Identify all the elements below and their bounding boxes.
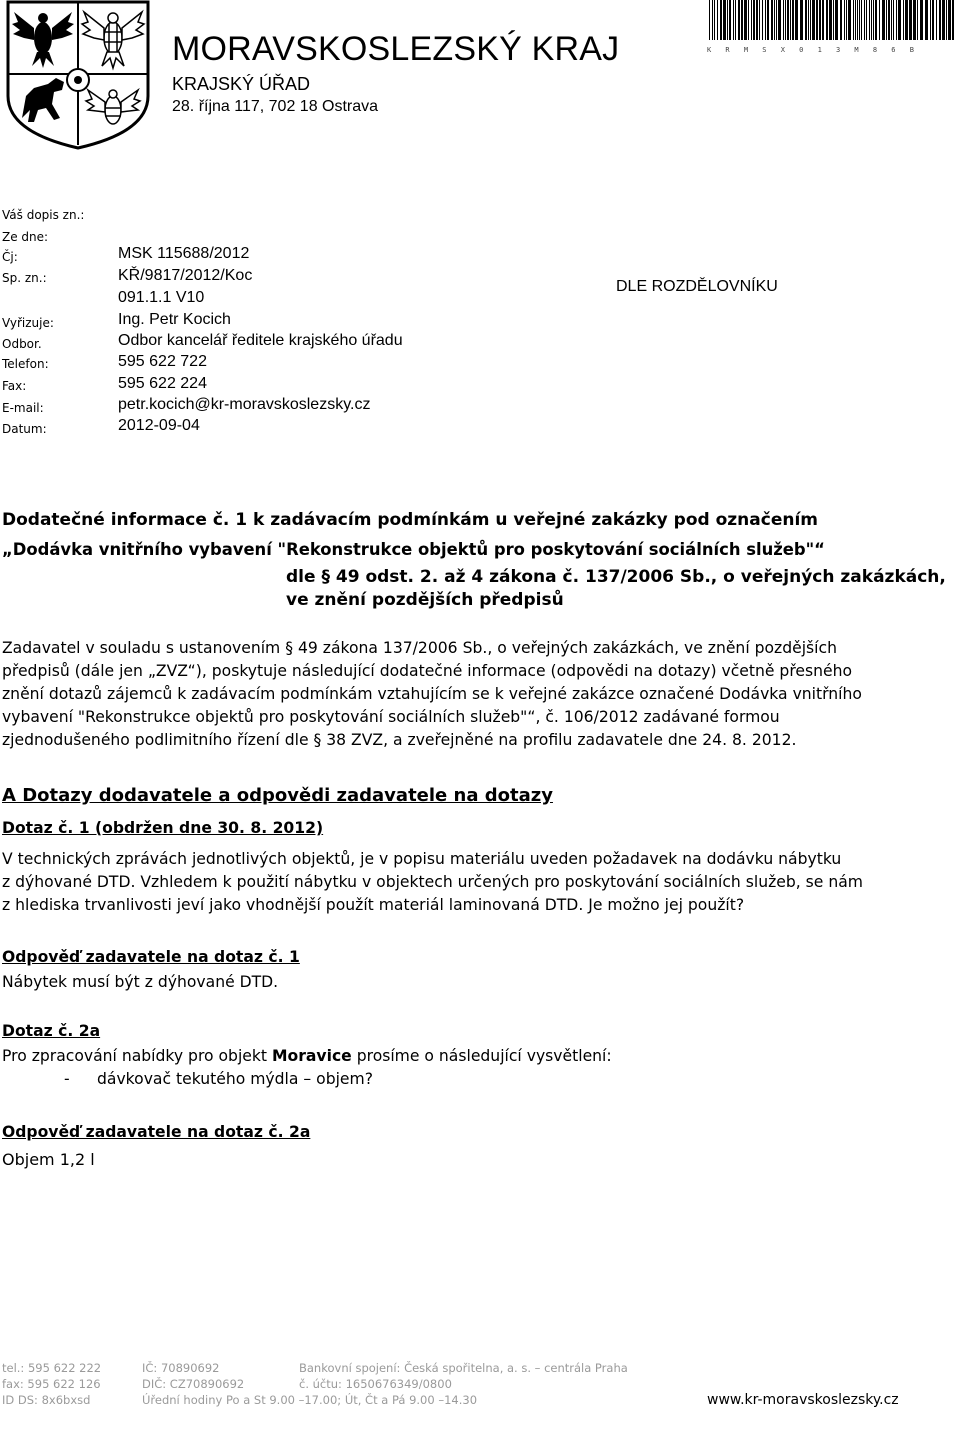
question-line: V technických zprávách jednotlivých objektů, je v popisu materiálu uveden požadavek na dodávku nábytku <box>2 850 842 868</box>
department-label: Odbor. <box>2 337 42 351</box>
footer-ico: IČ: 70890692 <box>142 1361 220 1375</box>
email-value: petr.kocich@kr-moravskoslezsky.cz <box>118 396 371 413</box>
question-2a-text <box>2 1045 882 1068</box>
barcode-bar <box>756 0 758 40</box>
barcode-bar <box>717 0 718 40</box>
coat-of-arms-logo <box>4 0 152 150</box>
barcode-bar <box>790 0 791 40</box>
barcode-bar <box>873 0 874 40</box>
office-address: 28. října 117, 702 18 Ostrava <box>172 98 379 115</box>
barcode-text: K R M S X 0 1 3 M 8 6 B <box>707 46 919 54</box>
barcode-bar <box>808 0 809 40</box>
intro-line: vybavení "Rekonstrukce objektů pro poskytování sociálních služeb"“, č. 106/2012 zadávané formou <box>2 708 780 726</box>
barcode-bar <box>871 0 872 40</box>
barcode-bar <box>795 0 798 40</box>
barcode-bar <box>829 0 832 40</box>
date-label: Datum: <box>2 422 47 436</box>
spzn-label: Sp. zn.: <box>2 271 47 285</box>
handler-value: Ing. Petr Kocich <box>118 311 231 328</box>
recipient: DLE ROZDĚLOVNÍKU <box>616 278 778 295</box>
barcode-bar <box>840 0 842 40</box>
barcode-bar <box>857 0 858 40</box>
barcode-bar <box>930 0 931 40</box>
barcode-bar <box>898 0 901 40</box>
office-name: KRAJSKÝ ÚŘAD <box>172 74 311 94</box>
barcode-bar <box>913 0 916 40</box>
barcode-bar <box>869 0 870 40</box>
footer-bank: Bankovní spojení: Česká spořitelna, a. s. – centrála Praha <box>299 1361 628 1375</box>
organization-name: MORAVSKOSLEZSKÝ KRAJ <box>172 30 620 68</box>
question-2a-heading: Dotaz č. 2a <box>2 1022 101 1040</box>
barcode-bar <box>733 0 734 40</box>
barcode-bar <box>709 0 710 40</box>
barcode-bar <box>917 0 918 40</box>
answer-2a-text: Objem 1,2 l <box>2 1150 95 1169</box>
barcode-bar <box>853 0 854 40</box>
intro-line: Zadavatel v souladu s ustanovením § 49 zákona 137/2006 Sb., o veřejných zakázkách, ve znění pozdějších <box>2 639 837 657</box>
barcode-bar <box>819 0 821 40</box>
barcode-bar <box>720 0 722 40</box>
barcode-bar <box>932 0 934 40</box>
barcode-bar <box>936 0 937 40</box>
legal-basis <box>286 567 946 587</box>
legal-basis-ref: dle § 49 odst. 2. až 4 zákona č. 137/2006 Sb. <box>286 567 711 587</box>
footer-dic: DIČ: CZ70890692 <box>142 1377 245 1391</box>
barcode <box>707 0 957 52</box>
email-label: E-mail: <box>2 401 44 415</box>
barcode-bar <box>939 0 941 40</box>
footer-fax: fax: 595 622 126 <box>2 1377 101 1391</box>
barcode-bar <box>888 0 890 40</box>
handler-label: Vyřizuje: <box>2 316 54 330</box>
barcode-bar <box>800 0 803 40</box>
document-title-subject: „Dodávka vnitřního vybavení "Rekonstrukce objektů pro poskytování sociálních služeb"“ <box>2 540 825 559</box>
footer-data-box-id: ID DS: 8x6bxsd <box>2 1393 91 1407</box>
cj-value: MSK 115688/2012 <box>118 245 250 262</box>
barcode-bar <box>776 0 777 40</box>
fax-label: Fax: <box>2 379 27 393</box>
fax-value: 595 622 224 <box>118 375 207 392</box>
barcode-bar <box>735 0 736 40</box>
barcode-bar <box>727 0 728 40</box>
barcode-bar <box>855 0 856 40</box>
barcode-bar <box>805 0 807 40</box>
from-date-label: Ze dne: <box>2 230 49 244</box>
question-line: z dýhované DTD. Vzhledem k použití nábytku v objektech určených pro poskytování sociálních služeb, se nám <box>2 873 863 891</box>
cj-label: Čj: <box>2 250 18 264</box>
barcode-bar <box>785 0 786 40</box>
legal-basis-2: ve znění pozdějších předpisů <box>286 590 564 610</box>
barcode-bar <box>905 0 908 40</box>
barcode-bar <box>816 0 818 40</box>
barcode-bar <box>738 0 740 40</box>
answer-1-heading: Odpověď zadavatele na dotaz č. 1 <box>2 948 300 966</box>
barcode-bar <box>846 0 847 40</box>
object-name: Moravice <box>271 1047 352 1065</box>
barcode-bars <box>707 0 957 40</box>
barcode-bar <box>810 0 811 40</box>
barcode-bar <box>759 0 760 40</box>
barcode-bar <box>952 0 954 40</box>
question-line: z hlediska trvanlivosti jeví jako vhodnější použít materiál laminovaná DTD. Je možno jej použít? <box>2 896 745 914</box>
barcode-bar <box>714 0 715 40</box>
barcode-bar <box>859 0 860 40</box>
spzn-value: KŘ/9817/2012/Koc <box>118 267 253 284</box>
barcode-bar <box>848 0 851 40</box>
barcode-bar <box>896 0 897 40</box>
section-heading: A Dotazy dodavatele a odpovědi zadavatele na dotazy <box>2 785 553 806</box>
intro-line: předpisů (dále jen „ZVZ“), poskytuje následující dodatečné informace (odpovědi na dotazy) včetně přesného <box>2 662 853 680</box>
barcode-bar <box>866 0 867 40</box>
barcode-bar <box>753 0 755 40</box>
barcode-bar <box>778 0 781 40</box>
barcode-bar <box>882 0 885 40</box>
date-value: 2012-09-04 <box>118 417 200 434</box>
question-2a-item: dávkovač tekutého mýdla – objem? <box>97 1070 373 1088</box>
barcode-bar <box>826 0 828 40</box>
phone-label: Telefon: <box>2 357 49 371</box>
barcode-bar <box>903 0 904 40</box>
barcode-bar <box>893 0 894 40</box>
barcode-bar <box>835 0 838 40</box>
barcode-bar <box>741 0 743 40</box>
question-2a-text-start: Pro zpracování nabídky pro objekt <box>2 1047 272 1065</box>
barcode-bar <box>864 0 865 40</box>
legal-basis-desc: , o veřejných zakázkách, <box>710 567 946 587</box>
barcode-bar <box>822 0 824 40</box>
intro-paragraph <box>2 637 882 752</box>
intro-line: znění dotazů zájemců k zadávacím podmínkám vztahujícím se k veřejné zakázce označené Dodávka vnitřního <box>2 685 862 703</box>
department-value: Odbor kancelář ředitele krajského úřadu <box>118 332 403 349</box>
barcode-bar <box>787 0 789 40</box>
barcode-bar <box>723 0 726 40</box>
barcode-bar <box>774 0 775 40</box>
spzn-value-2: 091.1.1 V10 <box>118 289 205 306</box>
barcode-bar <box>729 0 731 40</box>
phone-value: 595 622 722 <box>118 353 207 370</box>
barcode-bar <box>925 0 928 40</box>
barcode-bar <box>771 0 773 40</box>
barcode-bar <box>767 0 769 40</box>
barcode-bar <box>948 0 951 40</box>
barcode-bar <box>744 0 747 40</box>
barcode-bar <box>861 0 862 40</box>
barcode-bar <box>891 0 892 40</box>
barcode-bar <box>792 0 794 40</box>
answer-1-text: Nábytek musí být z dýhované DTD. <box>2 973 279 991</box>
barcode-bar <box>875 0 877 40</box>
barcode-bar <box>762 0 763 40</box>
barcode-bar <box>909 0 912 40</box>
barcode-bar <box>833 0 834 40</box>
barcode-bar <box>783 0 784 40</box>
barcode-bar <box>712 0 713 40</box>
barcode-bar <box>751 0 752 40</box>
footer-office-hours: Úřední hodiny Po a St 9.00 –17.00; Út, Čt a Pá 9.00 –14.30 <box>142 1393 478 1407</box>
barcode-bar <box>765 0 766 40</box>
barcode-bar <box>844 0 845 40</box>
footer-account: č. účtu: 1650676349/0800 <box>299 1377 452 1391</box>
bullet-dash: - <box>64 1070 70 1088</box>
barcode-bar <box>812 0 815 40</box>
barcode-bar <box>886 0 887 40</box>
document-title: Dodatečné informace č. 1 k zadávacím podmínkám u veřejné zakázky pod označením <box>2 510 819 530</box>
barcode-bar <box>946 0 947 40</box>
barcode-bar <box>879 0 880 40</box>
question-1-text <box>2 848 882 917</box>
question-1-heading: Dotaz č. 1 (obdržen dne 30. 8. 2012) <box>2 819 324 837</box>
barcode-bar <box>748 0 749 40</box>
intro-line: zjednodušeného podlimitního řízení dle § 38 ZVZ, a zveřejněné na profilu zadavatele dne 24. 8. 2012. <box>2 731 797 749</box>
footer-phone: tel.: 595 622 222 <box>2 1361 102 1375</box>
question-2a-text-end: prosíme o následující vysvětlení: <box>351 1047 612 1065</box>
answer-2a-heading: Odpověď zadavatele na dotaz č. 2a <box>2 1123 311 1141</box>
footer-website-link[interactable]: www.kr-moravskoslezsky.cz <box>707 1392 899 1408</box>
barcode-bar <box>942 0 945 40</box>
your-ref-label: Váš dopis zn.: <box>2 208 85 222</box>
barcode-bar <box>920 0 923 40</box>
